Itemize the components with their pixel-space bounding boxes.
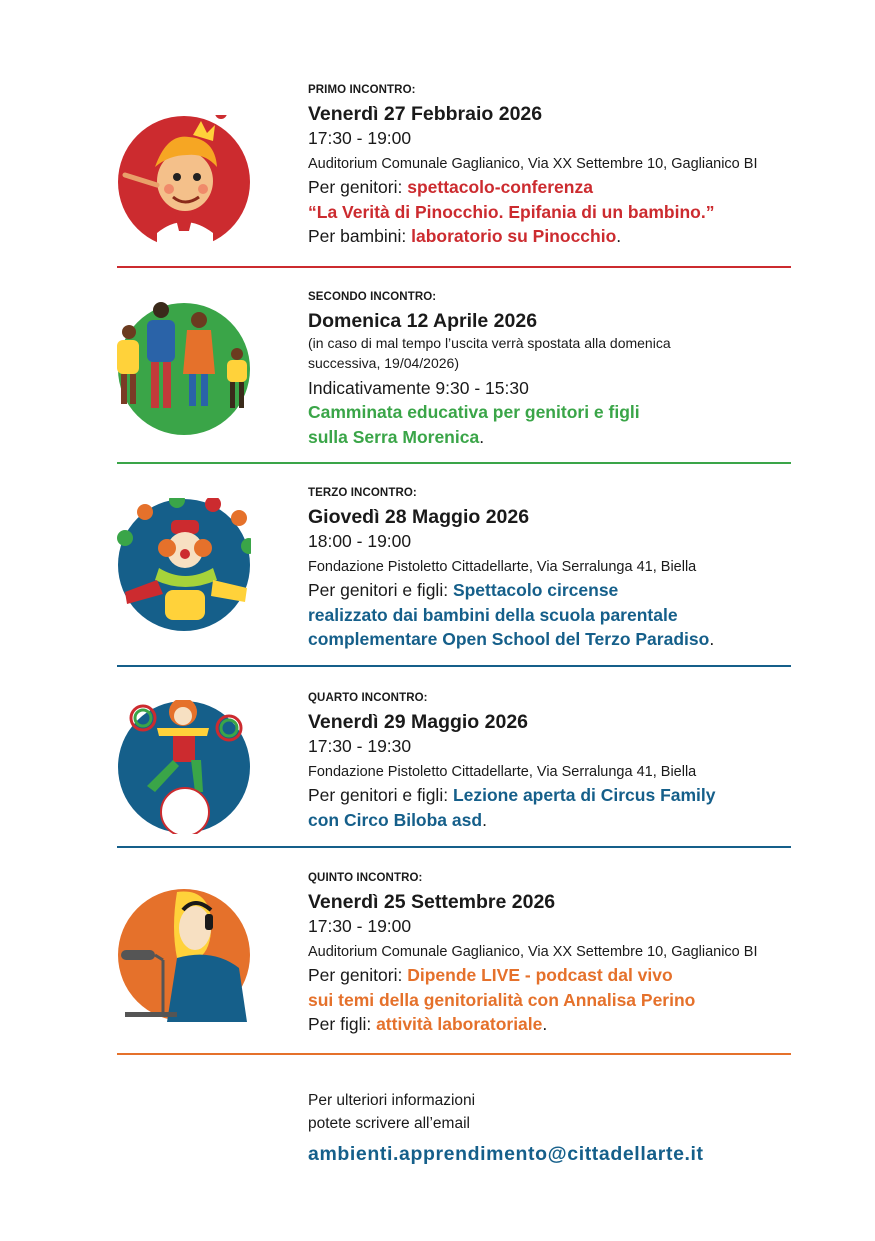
podcast-microphone-illustration-icon — [117, 888, 251, 1022]
event-date: Venerdì 25 Settembre 2026 — [308, 891, 556, 913]
event-label: SECONDO INCONTRO: — [308, 291, 437, 303]
event-title-highlight: Dipende LIVE - podcast dal vivo — [407, 965, 673, 985]
event-title-highlight: realizzato dai bambini della scuola parentale — [308, 604, 678, 625]
event-title-highlight: complementare Open School del Terzo Paradiso — [308, 629, 710, 649]
event-audience-family — [308, 783, 828, 808]
event-title-line — [308, 627, 828, 652]
audience-prefix: Per genitori e figli: — [308, 580, 453, 600]
event-note: (in caso di mal tempo l’uscita verrà spostata alla domenica — [308, 335, 671, 351]
event-title-highlight: Spettacolo circense — [452, 580, 619, 600]
event-note: successiva, 19/04/2026) — [308, 355, 459, 371]
event-audience-children — [308, 224, 828, 249]
event-audience-parents — [308, 175, 828, 200]
event-title-line — [308, 808, 828, 833]
event-time: 17:30 - 19:00 — [308, 916, 412, 936]
contact-email-link[interactable]: ambienti.apprendimento@cittadellarte.it — [308, 1143, 704, 1165]
event-date: Venerdì 29 Maggio 2026 — [308, 711, 529, 733]
event-label: PRIMO INCONTRO: — [308, 84, 416, 96]
event-title-highlight: Camminata educativa per genitori e figli — [308, 402, 640, 422]
event-label: TERZO INCONTRO: — [308, 487, 417, 499]
section-divider — [117, 266, 791, 268]
event-label: QUINTO INCONTRO: — [308, 872, 423, 884]
event-label: QUARTO INCONTRO: — [308, 692, 428, 704]
punctuation: . — [482, 809, 487, 830]
event-date: Venerdì 27 Febbraio 2026 — [308, 103, 543, 125]
event-date: Giovedì 28 Maggio 2026 — [308, 506, 530, 528]
section-divider — [117, 462, 791, 464]
event-title-highlight: spettacolo-conferenza — [407, 177, 593, 197]
contact-footer — [308, 1089, 828, 1166]
pinocchio-illustration-icon — [117, 115, 251, 249]
section-divider — [117, 846, 791, 848]
event-location: Auditorium Comunale Gaglianico, Via XX Settembre 10, Gaglianico BI — [308, 944, 758, 960]
event-location: Fondazione Pistoletto Cittadellarte, Via Serralunga 41, Biella — [308, 559, 697, 575]
event-audience-family — [308, 578, 828, 603]
acrobat-ball-illustration-icon — [117, 700, 251, 834]
section-divider — [117, 665, 791, 667]
event-title-highlight: sulla Serra Morenica — [308, 426, 480, 447]
audience-prefix: Per genitori e figli: — [308, 785, 453, 805]
event-activity-highlight: laboratorio su Pinocchio — [411, 226, 617, 246]
contact-info-text: Per ulteriori informazioni — [308, 1092, 476, 1109]
event-date: Domenica 12 Aprile 2026 — [308, 310, 538, 332]
event-title-line — [308, 425, 828, 450]
audience-prefix: Per genitori: — [308, 965, 408, 985]
event-audience-children — [308, 1012, 828, 1037]
event-time: 18:00 - 19:00 — [308, 531, 412, 551]
event-activity-highlight: attività laboratoriale — [376, 1014, 543, 1034]
section-divider — [117, 1053, 791, 1055]
punctuation: . — [709, 629, 715, 649]
punctuation: . — [479, 426, 485, 447]
event-title-highlight: con Circo Biloba asd — [308, 809, 483, 830]
event-location: Fondazione Pistoletto Cittadellarte, Via Serralunga 41, Biella — [308, 764, 697, 780]
event-time: 17:30 - 19:30 — [308, 736, 412, 756]
punctuation: . — [542, 1014, 548, 1034]
event-location: Auditorium Comunale Gaglianico, Via XX Settembre 10, Gaglianico BI — [308, 156, 758, 172]
family-walking-illustration-icon — [117, 302, 251, 436]
juggling-clown-illustration-icon — [117, 498, 251, 632]
event-title-highlight: Lezione aperta di Circus Family — [452, 785, 716, 805]
audience-prefix: Per figli: — [308, 1014, 377, 1034]
event-title-highlight: “La Verità di Pinocchio. Epifania di un bambino.” — [308, 201, 715, 222]
event-title-highlight: sui temi della genitorialità con Annalisa Perino — [308, 989, 696, 1010]
event-time: 17:30 - 19:00 — [308, 128, 412, 148]
audience-prefix: Per bambini: — [308, 226, 412, 246]
audience-prefix: Per genitori: — [308, 177, 408, 197]
event-time: Indicativamente 9:30 - 15:30 — [308, 378, 529, 398]
contact-info-text: potete scrivere all’email — [308, 1115, 470, 1132]
punctuation: . — [616, 226, 622, 246]
event-audience-parents — [308, 963, 828, 988]
